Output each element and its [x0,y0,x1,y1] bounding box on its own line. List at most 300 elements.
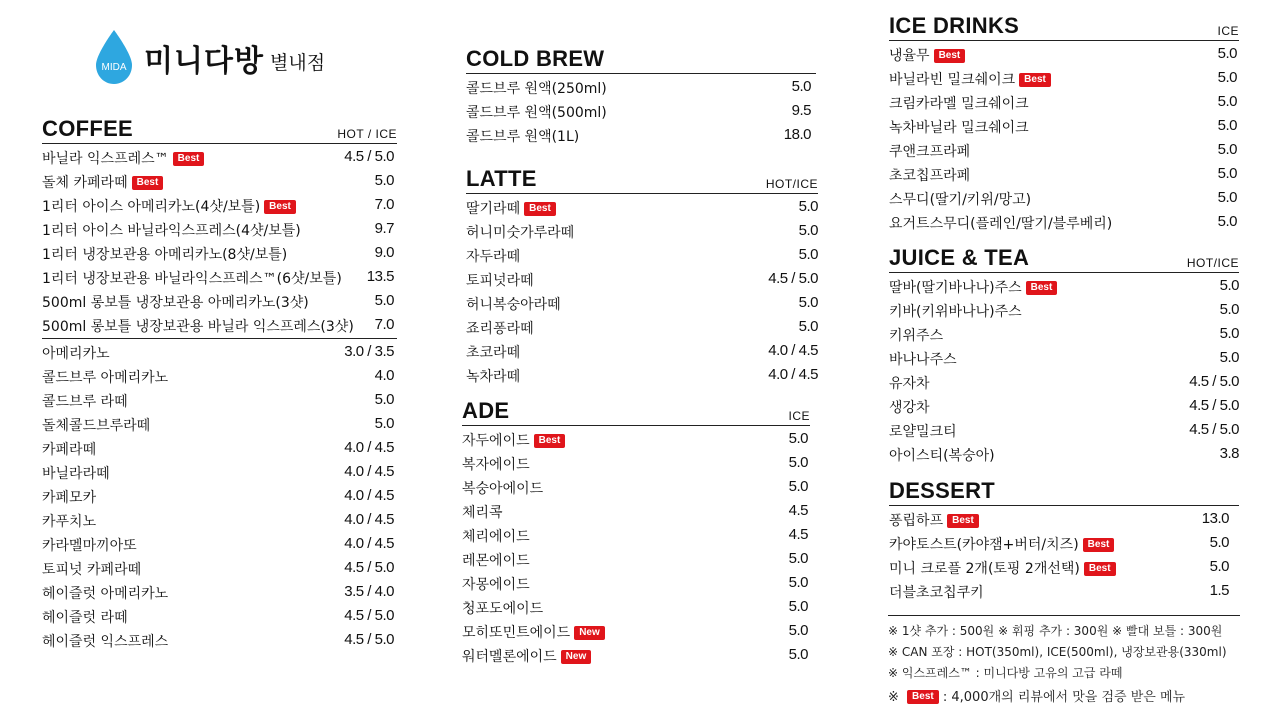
item-name-text: 콜드브루 원액(1L) [466,129,580,145]
menu-item [889,441,1239,465]
menu-item [889,578,1239,602]
menu-item-price: 5.0 [788,454,808,471]
menu-item-price: 1.5 [1209,582,1229,599]
menu-item [889,41,1239,65]
menu-item-name [42,196,296,216]
item-name-text: 카푸치노 [42,514,97,530]
menu-item-name [462,478,543,498]
item-name-text: 쿠앤크프라페 [889,144,971,160]
menu-item-name [462,574,530,594]
menu-item-name [42,631,168,651]
menu-item [42,603,397,627]
menu-item-name [462,454,530,474]
note-can-packaging: ※ CAN 포장 : HOT(350ml), ICE(500ml), 냉장보관용(330ml) [888,645,1227,659]
menu-item [42,363,397,387]
dessert-header [889,480,1239,506]
menu-item-name [889,301,1022,321]
item-name-text: 헤이즐럿 라떼 [42,610,128,626]
best-badge: Best [264,200,296,214]
item-name-text: 죠리퐁라떼 [466,321,534,337]
menu-item-price: 7.0 [374,316,394,333]
menu-item-name [466,222,574,242]
item-name-text: 콜드브루 아메리카노 [42,370,169,386]
menu-item [42,192,397,216]
menu-item [466,194,818,218]
item-name-text: 콜드브루 원액(250ml) [466,81,607,97]
brand-logo [92,30,352,90]
menu-item-name [889,213,1112,233]
menu-item-price: 5.0 [1217,117,1237,134]
menu-item-name [42,583,168,603]
menu-item-name [889,582,984,602]
menu-item-name [462,646,591,666]
item-name-text: 유자차 [889,376,930,392]
menu-item-price: 9.0 [374,244,394,261]
menu-item-price: 7.0 [374,196,394,213]
note-extra-charges: ※ 1샷 추가 : 500원 ※ 휘핑 추가 : 300원 ※ 빨대 보틀 : 300원 [888,624,1223,638]
menu-item-name [466,102,607,122]
menu-item-name [889,421,957,441]
cold-brew-header [466,48,816,74]
menu-item-price: 4.5 / 5.0 [1189,373,1239,390]
menu-item-price: 5.0 [1217,45,1237,62]
item-name-text: 바나나주스 [889,352,957,368]
menu-item-name [462,598,543,618]
menu-item [466,314,818,338]
menu-item [462,474,810,498]
item-name-text: 돌체콜드브루라떼 [42,418,151,434]
item-name-text: 바닐라빈 밀크쉐이크 [889,72,1016,88]
menu-item [466,122,816,146]
menu-item-price: 4.0 / 4.5 [344,511,394,528]
menu-item [889,209,1239,233]
menu-item-price: 5.0 [374,415,394,432]
best-badge: Best [907,690,939,704]
menu-item-name [466,342,520,362]
note-best-explanation [888,686,1185,705]
juice-tea-header [889,247,1239,273]
menu-item-name [889,277,1057,297]
item-name-text: 허니미숫가루라떼 [466,225,575,241]
best-badge: Best [934,49,966,63]
menu-item [889,554,1239,578]
column-label: HOT / ICE [337,127,397,141]
menu-item-price: 4.0 / 4.5 [344,463,394,480]
item-name-text: 체리콕 [462,505,503,521]
menu-item-name [42,316,354,336]
dessert-section [889,480,1239,602]
menu-item-name [889,141,970,161]
menu-item-price: 4.0 / 4.5 [768,342,818,359]
menu-item-price: 5.0 [1219,325,1239,342]
menu-item-price: 4.0 / 4.5 [344,535,394,552]
best-badge: Best [947,514,979,528]
column-label: HOT/ICE [1186,256,1239,270]
menu-item-name [466,126,579,146]
menu-item [466,74,816,98]
menu-item-price: 4.5 / 5.0 [344,559,394,576]
item-name-text: 카페라떼 [42,442,97,458]
item-name-text: 모히또민트에이드 [462,625,571,641]
section-title: LATTE [466,166,537,191]
item-name-text: 딸바(딸기바나나)주스 [889,280,1022,296]
menu-item-name [889,325,943,345]
item-name-text: 퐁립하프 [889,513,944,529]
item-name-text: 크림카라멜 밀크쉐이크 [889,96,1029,112]
section-title: COFFEE [42,116,134,141]
new-badge: New [574,626,605,640]
menu-item-name [466,318,534,338]
menu-item-price: 5.0 [1217,165,1237,182]
menu-item-price: 5.0 [1217,93,1237,110]
menu-item-name [42,607,128,627]
menu-item [466,362,818,386]
best-badge: Best [1084,562,1116,576]
menu-item [42,435,397,459]
menu-item-price: 3.5 / 4.0 [344,583,394,600]
menu-item [42,144,397,168]
item-name-text: 스무디(딸기/키위/망고) [889,192,1032,208]
menu-item [42,531,397,555]
menu-item-price: 4.5 / 5.0 [344,631,394,648]
item-name-text: 1리터 냉장보관용 바닐라익스프레스™(6샷/보틀) [42,271,342,287]
item-name-text: 녹차바닐라 밀크쉐이크 [889,120,1029,136]
menu-item [42,555,397,579]
menu-item-price: 4.0 / 4.5 [344,487,394,504]
menu-item-price: 5.0 [374,292,394,309]
menu-item-price: 4.5 [788,526,808,543]
menu-item-price: 5.0 [1217,213,1237,230]
menu-item-name [42,439,96,459]
menu-item [889,273,1239,297]
menu-item-price: 4.5 / 5.0 [1189,397,1239,414]
item-name-text: 아메리카노 [42,346,110,362]
menu-item [466,218,818,242]
menu-item-name [889,69,1051,89]
menu-item-price: 3.0 / 3.5 [344,343,394,360]
menu-item-price: 5.0 [788,478,808,495]
menu-item [889,89,1239,113]
menu-item [42,264,397,288]
menu-item [42,216,397,240]
section-title: DESSERT [889,478,996,503]
item-name-text: 1리터 아이스 바닐라익스프레스(4샷/보틀) [42,223,301,239]
juice-tea-section [889,247,1239,465]
menu-item [42,459,397,483]
item-name-text: 500ml 롱보틀 냉장보관용 아메리카노(3샷) [42,295,309,311]
menu-item [889,185,1239,209]
menu-item-name [889,534,1114,554]
item-name-text: 카라멜마끼아또 [42,538,137,554]
menu-item [462,426,810,450]
menu-item [889,530,1239,554]
best-badge: Best [534,434,566,448]
menu-item [466,338,818,362]
menu-item-price: 4.0 / 4.5 [344,439,394,456]
menu-item [462,546,810,570]
best-badge: Best [524,202,556,216]
item-name-text: 카야토스트(카야잼+버터/치즈) [889,537,1079,553]
item-name-text: 돌체 카페라떼 [42,175,128,191]
menu-item-price: 18.0 [783,126,811,143]
menu-item-name [889,45,965,65]
best-badge: Best [1019,73,1051,87]
menu-item-price: 3.8 [1219,445,1239,462]
menu-item-name [42,148,204,168]
menu-item-name [42,244,287,264]
menu-item [889,393,1239,417]
item-name-text: 레몬에이드 [462,553,530,569]
section-title: JUICE & TEA [889,245,1030,270]
menu-item [42,411,397,435]
item-name-text: 토피넛라떼 [466,273,534,289]
menu-item [889,113,1239,137]
menu-item-name [466,246,520,266]
menu-item [462,450,810,474]
menu-item-name [466,78,607,98]
item-name-text: 냉율무 [889,48,930,64]
item-name-text: 자두라떼 [466,249,521,265]
menu-item [42,507,397,531]
menu-item-price: 5.0 [788,430,808,447]
menu-item-name [889,510,979,530]
menu-item-name [462,430,565,450]
menu-item [466,98,816,122]
menu-item-name [889,397,930,417]
menu-item-price: 4.5 / 5.0 [344,607,394,624]
item-name-text: 워터멜론에이드 [462,649,557,665]
section-title: ICE DRINKS [889,13,1020,38]
menu-item-price: 5.0 [788,598,808,615]
menu-item-price: 4.5 / 5.0 [1189,421,1239,438]
item-name-text: 요거트스무디(플레인/딸기/블루베리) [889,216,1113,232]
menu-item [889,161,1239,185]
menu-item-price: 5.0 [1219,277,1239,294]
menu-item [889,417,1239,441]
menu-item-name [42,463,110,483]
menu-item-price: 5.0 [788,646,808,663]
item-name-text: 헤이즐럿 아메리카노 [42,586,169,602]
menu-item-price: 9.7 [374,220,394,237]
menu-item-price: 5.0 [1209,558,1229,575]
note-text: : 4,000개의 리뷰에서 맛을 검증 받은 메뉴 [942,690,1186,705]
item-name-text: 콜드브루 원액(500ml) [466,105,607,121]
menu-item-price: 4.5 / 5.0 [344,148,394,165]
menu-item [462,498,810,522]
menu-item-price: 5.0 [1217,189,1237,206]
item-name-text: 아이스티(복숭아) [889,448,995,464]
menu-item [42,312,397,336]
item-name-text: 키바(키위바나나)주스 [889,304,1022,320]
menu-item-price: 5.0 [374,172,394,189]
column-label: ICE [1217,24,1239,38]
note-express: ※ 익스프레스™ : 미니다방 고유의 고급 라떼 [888,666,1123,680]
menu-item-name [889,93,1029,113]
menu-item-name [42,367,168,387]
menu-item-price: 5.0 [1219,349,1239,366]
item-name-text: 딸기라떼 [466,201,521,217]
menu-item [462,522,810,546]
column-label: ICE [788,409,810,423]
menu-item-name [889,445,995,465]
brand-name: 미니다방 [144,44,264,79]
menu-item-price: 5.0 [791,78,811,95]
item-name-text: 키위주스 [889,328,944,344]
menu-item [889,345,1239,369]
item-name-text: 미니 크로플 2개(토핑 2개선택) [889,561,1080,577]
menu-item-name [42,559,141,579]
note-prefix: ※ [888,690,899,705]
section-title: ADE [462,398,510,423]
menu-item-price: 5.0 [788,574,808,591]
item-name-text: 생강차 [889,400,930,416]
notes-divider [888,615,1240,616]
menu-item-name [462,502,503,522]
menu-item-name [462,526,530,546]
menu-item-name [42,220,301,240]
drop-label: MIDA [101,62,127,73]
menu-item-name [42,487,96,507]
menu-item-name [462,622,605,642]
menu-item-price: 4.5 [788,502,808,519]
column-label: HOT/ICE [765,177,818,191]
ade-section [462,400,810,666]
menu-item-name [466,294,561,314]
item-name-text: 로얄밀크티 [889,424,957,440]
ice-drinks-section [889,15,1239,233]
menu-item-name [466,366,520,386]
menu-item-price: 13.5 [366,268,394,285]
section-title: COLD BREW [466,46,605,71]
menu-item [42,168,397,192]
menu-item-name [42,391,128,411]
menu-item-name [889,349,957,369]
menu-item [889,297,1239,321]
item-name-text: 자몽에이드 [462,577,530,593]
item-name-text: 1리터 냉장보관용 아메리카노(8샷/보틀) [42,247,288,263]
brand-branch: 별내점 [270,52,326,74]
menu-item [42,627,397,651]
item-name-text: 허니복숭아라떼 [466,297,561,313]
menu-item [889,65,1239,89]
menu-item [42,579,397,603]
menu-item-price: 5.0 [1209,534,1229,551]
menu-item-price: 5.0 [788,550,808,567]
menu-item [462,642,810,666]
item-name-text: 1리터 아이스 아메리카노(4샷/보틀) [42,199,261,215]
menu-item [889,321,1239,345]
item-name-text: 바닐라 익스프레스™ [42,151,169,167]
best-badge: Best [1026,281,1058,295]
item-name-text: 헤이즐럿 익스프레스 [42,634,169,650]
menu-item-name [42,172,163,192]
menu-item-price: 5.0 [798,318,818,335]
item-name-text: 토피넛 카페라떼 [42,562,142,578]
menu-item [466,242,818,266]
menu-item [42,240,397,264]
menu-item [466,266,818,290]
item-name-text: 500ml 롱보틀 냉장보관용 바닐라 익스프레스(3샷) [42,319,354,335]
menu-item [889,506,1239,530]
menu-item [462,618,810,642]
menu-item [42,483,397,507]
item-name-text: 녹차라떼 [466,369,521,385]
menu-item [462,594,810,618]
menu-item-price: 5.0 [374,391,394,408]
water-drop-icon [92,30,136,84]
ade-header [462,400,810,426]
menu-item-name [462,550,530,570]
menu-item-name [42,415,150,435]
menu-item-name [889,165,970,185]
menu-item [42,387,397,411]
ice-drinks-header [889,15,1239,41]
item-name-text: 바닐라라떼 [42,466,110,482]
item-name-text: 초코칩프라페 [889,168,971,184]
item-name-text: 카페모카 [42,490,97,506]
menu-item-name [466,198,556,218]
menu-item [42,288,397,312]
menu-item-price: 4.5 / 5.0 [768,270,818,287]
menu-item-name [889,373,930,393]
item-name-text: 복숭아에이드 [462,481,544,497]
new-badge: New [561,650,592,664]
menu-item-price: 5.0 [788,622,808,639]
item-name-text: 콜드브루 라떼 [42,394,128,410]
menu-item-price: 5.0 [1219,301,1239,318]
menu-item-price: 4.0 [374,367,394,384]
menu-item-name [42,511,96,531]
menu-item-name [42,343,110,363]
menu-item [42,339,397,363]
cold-brew-section [466,48,816,146]
menu-item-name [42,268,342,288]
menu-item [466,290,818,314]
best-badge: Best [1083,538,1115,552]
item-name-text: 체리에이드 [462,529,530,545]
item-name-text: 청포도에이드 [462,601,544,617]
item-name-text: 더블초코칩쿠키 [889,585,984,601]
best-badge: Best [173,152,205,166]
menu-item-price: 4.0 / 4.5 [768,366,818,383]
menu-item-price: 9.5 [791,102,811,119]
menu-item-price: 5.0 [1217,141,1237,158]
menu-item-name [42,535,137,555]
menu-item-price: 13.0 [1201,510,1229,527]
menu-item [889,369,1239,393]
menu-item-name [889,189,1031,209]
latte-section [466,168,818,386]
menu-item-name [42,292,309,312]
menu-item-price: 5.0 [798,198,818,215]
item-name-text: 초코라떼 [466,345,521,361]
menu-item-name [889,558,1116,578]
menu-item [889,137,1239,161]
menu-item-price: 5.0 [798,246,818,263]
best-badge: Best [132,176,164,190]
menu-item-price: 5.0 [1217,69,1237,86]
latte-header [466,168,818,194]
coffee-header [42,118,397,144]
item-name-text: 자두에이드 [462,433,530,449]
menu-item-name [889,117,1029,137]
menu-item [462,570,810,594]
menu-item-price: 5.0 [798,222,818,239]
coffee-section [42,118,397,651]
menu-item-price: 5.0 [798,294,818,311]
item-name-text: 복자에이드 [462,457,530,473]
menu-item-name [466,270,534,290]
